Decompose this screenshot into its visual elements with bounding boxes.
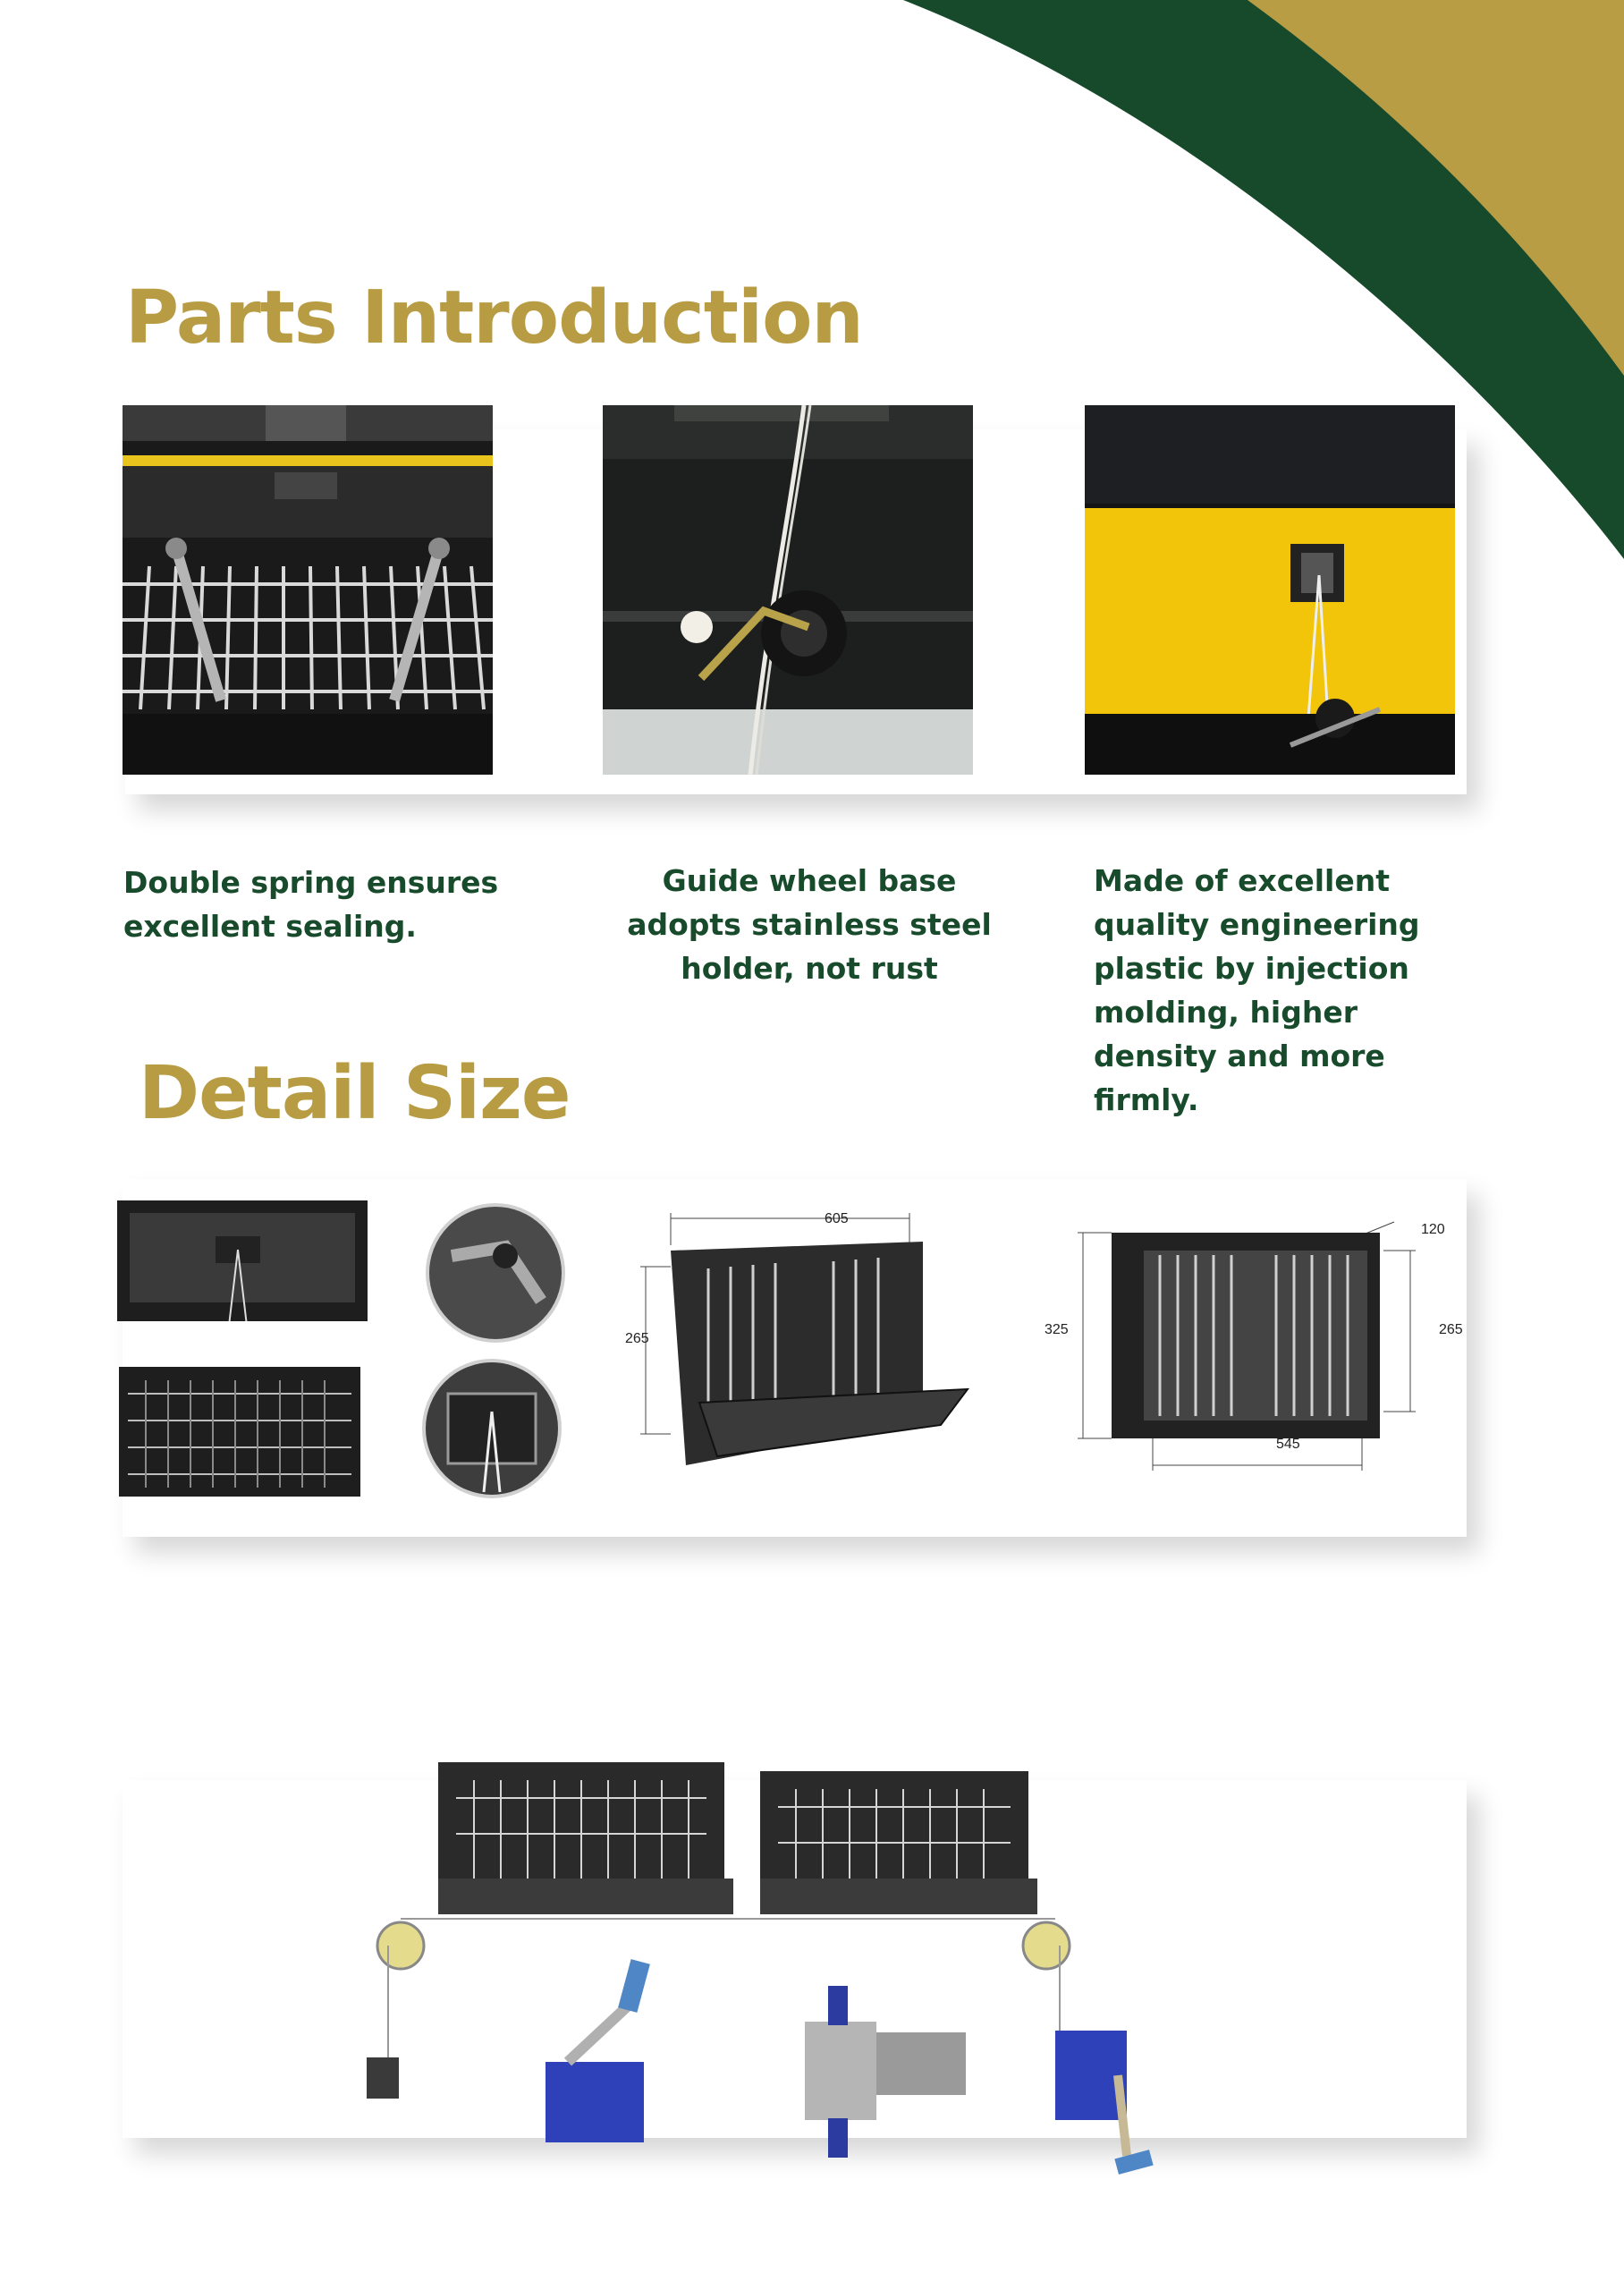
front-dimension-drawing: [610, 1197, 977, 1492]
rear-height-left-label: 325: [1045, 1322, 1069, 1337]
double-spring-photo: [123, 405, 493, 775]
caption-guide-wheel: Guide wheel base adopts stainless steel holder, not rust: [627, 863, 992, 986]
detail-size-card: [123, 1179, 1467, 1537]
left-pulley-icon: [377, 1922, 424, 1969]
parts-introduction-title: Parts Introduction: [125, 276, 863, 360]
grill-view-inlet: [119, 1367, 360, 1497]
guide-wheel-photo: [603, 405, 973, 775]
pulley-detail-circle: [421, 1358, 562, 1499]
front-width-label: 605: [825, 1211, 849, 1226]
right-pulley-icon: [1023, 1922, 1070, 1969]
caption-engineering-plastic: Made of excellent quality engineering plastic by injection molding, higher density and more firmly.: [1094, 863, 1420, 1117]
rear-height-right-label: 265: [1439, 1322, 1463, 1337]
front-height-label: 265: [625, 1331, 649, 1346]
actuation-system-illustration: [340, 1753, 1180, 2201]
front-view-inlet: [117, 1200, 368, 1321]
motor-gearbox: [805, 1986, 966, 2158]
inlet-right: [760, 1771, 1037, 1914]
gold-swoosh: [1248, 0, 1624, 376]
detail-size-title: Detail Size: [139, 1051, 571, 1136]
rear-width-label: 545: [1276, 1437, 1300, 1452]
hinge-detail-circle: [425, 1202, 566, 1344]
hand-winch-left: [546, 1959, 650, 2142]
inlet-left: [438, 1762, 733, 1914]
rear-depth-label: 120: [1421, 1222, 1445, 1237]
counterweight-icon: [367, 2057, 399, 2099]
yellow-plastic-photo: [1085, 405, 1455, 775]
rear-dimension-drawing: [1062, 1197, 1437, 1501]
caption-double-spring: Double spring ensures excellent sealing.: [123, 865, 499, 944]
hand-winch-right: [1055, 2031, 1154, 2175]
